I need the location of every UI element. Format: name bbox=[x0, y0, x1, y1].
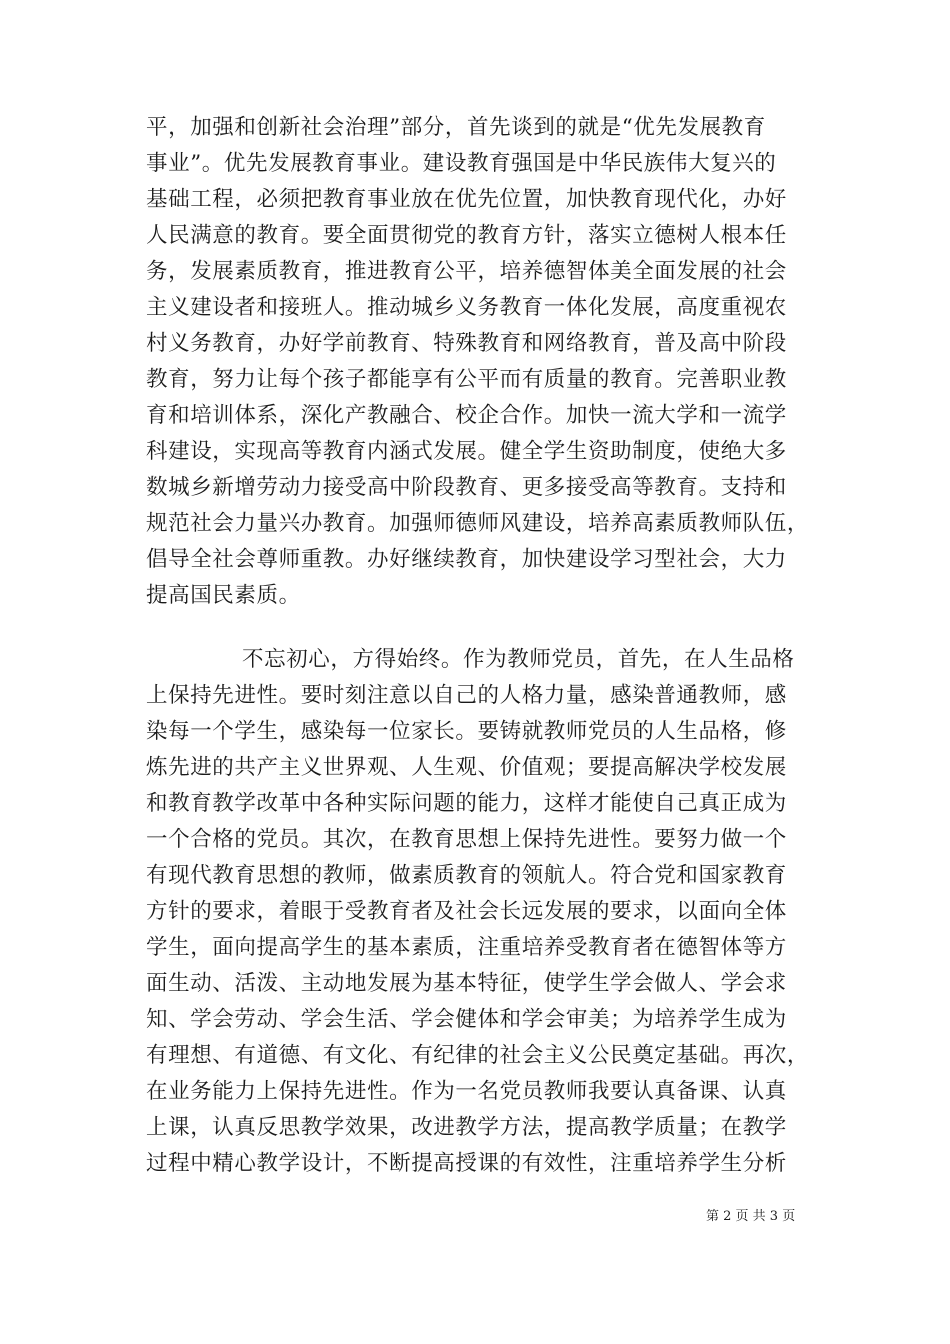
text-line: 教育，努力让每个孩子都能享有公平而有质量的教育。完善职业教 bbox=[146, 367, 787, 392]
text-line: 务，发展素质教育，推进教育公平，培养德智体美全面发展的社会 bbox=[146, 259, 787, 284]
text-line: 面生动、活泼、主动地发展为基本特征，使学生学会做人、学会求 bbox=[146, 971, 787, 996]
text-line: 上课，认真反思教学效果，改进教学方法，提高教学质量；在教学 bbox=[146, 1115, 787, 1140]
text-line: 一个合格的党员。其次，在教育思想上保持先进性。要努力做一个 bbox=[146, 827, 787, 852]
text-line: 学生，面向提高学生的基本素质，注重培养受教育者在德智体等方 bbox=[146, 935, 787, 960]
text-line: 在业务能力上保持先进性。作为一名党员教师我要认真备课、认真 bbox=[146, 1079, 787, 1104]
text-line: 主义建设者和接班人。推动城乡义务教育一体化发展，高度重视农 bbox=[146, 295, 787, 320]
text-line: 人民满意的教育。要全面贯彻党的教育方针，落实立德树人根本任 bbox=[146, 223, 787, 248]
text-line: 科建设，实现高等教育内涵式发展。健全学生资助制度，使绝大多 bbox=[146, 439, 787, 464]
text-line: 上保持先进性。要时刻注意以自己的人格力量，感染普通教师，感 bbox=[146, 683, 787, 708]
text-line: 知、学会劳动、学会生活、学会健体和学会审美；为培养学生成为 bbox=[146, 1007, 787, 1032]
text-line: 倡导全社会尊师重教。办好继续教育，加快建设学习型社会，大力 bbox=[146, 547, 787, 572]
text-line: 有理想、有道德、有文化、有纪律的社会主义公民奠定基础。再次， bbox=[146, 1043, 810, 1068]
text-line: 规范社会力量兴办教育。加强师德师风建设，培养高素质教师队伍， bbox=[146, 511, 810, 536]
text-line: 育和培训体系，深化产教融合、校企合作。加快一流大学和一流学 bbox=[146, 403, 787, 428]
page-number-footer: 第 2 页 共 3 页 bbox=[706, 1209, 796, 1224]
text-line: 基础工程，必须把教育事业放在优先位置，加快教育现代化，办好 bbox=[146, 187, 787, 212]
text-line: 村义务教育，办好学前教育、特殊教育和网络教育，普及高中阶段 bbox=[146, 331, 787, 356]
text-line: 平，加强和创新社会治理”部分，首先谈到的就是“优先发展教育 bbox=[146, 115, 766, 140]
text-line: 数城乡新增劳动力接受高中阶段教育、更多接受高等教育。支持和 bbox=[146, 475, 787, 500]
paragraph-first-line: 不忘初心，方得始终。作为教师党员，首先，在人生品格 bbox=[242, 647, 795, 672]
text-line: 染每一个学生，感染每一位家长。要铸就教师党员的人生品格，修 bbox=[146, 719, 787, 744]
text-line: 炼先进的共产主义世界观、人生观、价值观；要提高解决学校发展 bbox=[146, 755, 787, 780]
text-line: 和教育教学改革中各种实际问题的能力，这样才能使自己真正成为 bbox=[146, 791, 787, 816]
text-line: 提高国民素质。 bbox=[146, 583, 301, 608]
text-line: 有现代教育思想的教师，做素质教育的领航人。符合党和国家教育 bbox=[146, 863, 787, 888]
text-line: 方针的要求，着眼于受教育者及社会长远发展的要求，以面向全体 bbox=[146, 899, 787, 924]
text-line: 事业”。优先发展教育事业。建设教育强国是中华民族伟大复兴的 bbox=[146, 151, 777, 176]
text-line: 过程中精心教学设计，不断提高授课的有效性，注重培养学生分析 bbox=[146, 1151, 787, 1176]
